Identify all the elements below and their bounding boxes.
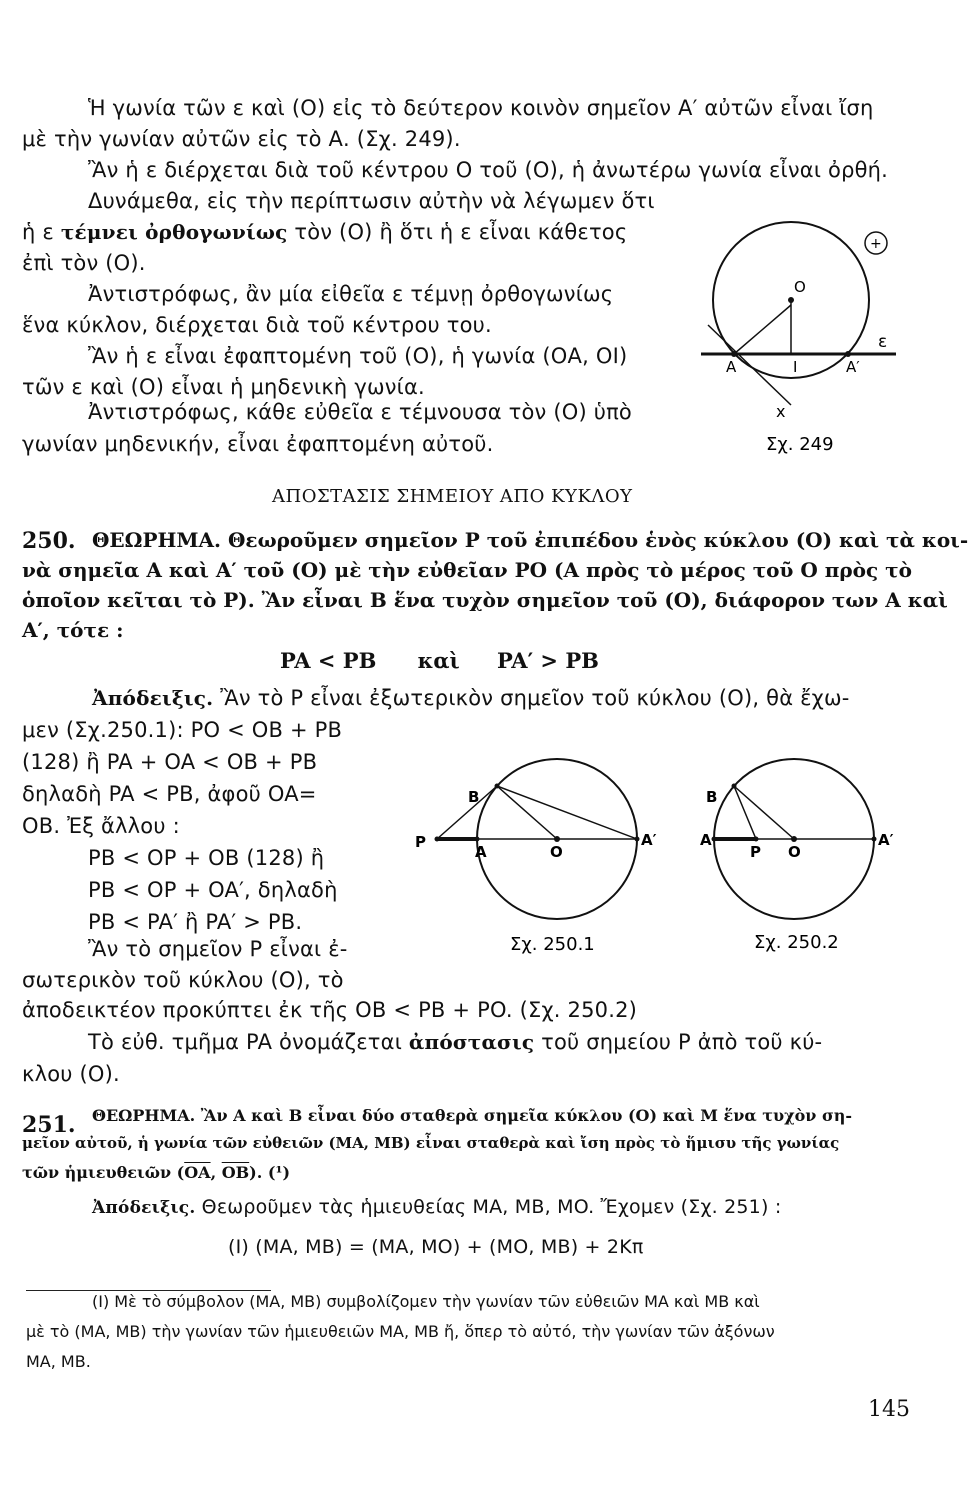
text-line: PB < PA′ ἢ PA′ > PB. [88, 910, 303, 934]
text-line: μεῖον αὐτοῦ, ἡ γωνία τῶν εὐθειῶν (ΜΑ, ΜΒ) εἶναι σταθερὰ καὶ ἴση πρὸς τὸ ἥμισυ τῆς γωνίας [22, 1134, 840, 1152]
label-p: P [415, 833, 426, 851]
point-p [754, 837, 759, 842]
figure-249 [696, 215, 906, 460]
label-o: O [794, 278, 806, 296]
proof-label: Ἀπόδειξις. [92, 686, 214, 710]
text-span: Ἂν τὸ Ρ εἶναι ἐξωτερικὸν σημεῖον τοῦ κύκλου (Ο), θὰ ἔχω- [213, 686, 850, 710]
theorem-number: 250. [22, 528, 76, 554]
page-number: 145 [868, 1397, 910, 1422]
formula-part: καὶ [417, 648, 460, 673]
equation: (Ι) (MA, MB) = (MA, MO) + (MO, MB) + 2Κπ [228, 1236, 644, 1258]
text-span: ). (¹) [249, 1163, 291, 1182]
text-line [92, 686, 850, 710]
point-b [495, 784, 500, 789]
label-p: P [750, 843, 761, 861]
point-o [788, 297, 794, 303]
point-p [435, 837, 440, 842]
footnote-line: μὲ τὸ (MA, MB) τὴν γωνίαν τῶν ἡμιευθειῶν MA, MB ἤ, ὅπερ τὸ αὐτό, τὴν γωνίαν τῶν ἀξόνων [26, 1322, 775, 1341]
text-line [22, 1163, 290, 1182]
segment-bo [734, 786, 794, 839]
text-line: PB < OP + OB (128) ἢ [88, 846, 325, 870]
text-line: μεν (Σχ.250.1): PO < OB + PB [22, 718, 343, 742]
text-line: ἀποδεικτέον προκύπτει ἐκ τῆς OB < PB + PO. (Σχ. 250.2) [22, 998, 638, 1022]
text-line: τῶν ε καὶ (Ο) εἶναι ἡ μηδενικὴ γωνία. [22, 375, 425, 399]
text-line: ΘΕΩΡΗΜΑ. Ἂν Α καὶ Β εἶναι δύο σταθερὰ σημεῖα κύκλου (Ο) καὶ Μ ἕνα τυχὸν ση- [92, 1106, 853, 1125]
radius-oa [734, 305, 791, 354]
theorem-number: 251. [22, 1112, 76, 1138]
segment-ba-prime [497, 786, 637, 839]
text-span: τῶν ἡμιευθειῶν ( [22, 1163, 185, 1182]
text-line: Ἂν ἡ ε εἶναι ἐφαπτομένη τοῦ (Ο), ἡ γωνία (ΟΑ, ΟΙ) [88, 344, 628, 368]
point-o [554, 836, 560, 842]
line-x [708, 325, 791, 405]
text-line [88, 1030, 822, 1054]
label-a: A [700, 831, 712, 849]
figure-caption: Σχ. 249 [766, 434, 834, 455]
segment-bp [734, 786, 756, 839]
label-o: O [550, 843, 563, 861]
section-heading: ΑΠΟΣΤΑΣΙΣ ΣΗΜΕΙΟΥ ΑΠΟ ΚΥΚΛΟΥ [272, 486, 633, 507]
text-line: σωτερικὸν τοῦ κύκλου (Ο), τὸ [22, 968, 344, 992]
text-line: ἕνα κύκλον, διέρχεται διὰ τοῦ κέντρου του. [22, 313, 492, 337]
segment-pb [437, 786, 497, 839]
formula-part: PA < PB [280, 648, 377, 673]
footnote-divider [26, 1290, 271, 1291]
label-plus: + [870, 236, 882, 252]
text-line [22, 220, 627, 244]
label-e: ε [878, 332, 888, 352]
formula-part: PA′ > PB [497, 648, 599, 673]
text-span: Θεωροῦμεν τὰς ἡμιευθείας MA, MB, MO. Ἔχομεν (Σχ. 251) : [195, 1196, 782, 1218]
text-line: μὲ τὴν γωνίαν αὐτῶν εἰς τὸ Α. (Σχ. 249). [22, 127, 461, 151]
point-a-prime [635, 837, 640, 842]
label-b: B [468, 788, 480, 806]
text-line: ἐπὶ τὸν (Ο). [22, 251, 146, 275]
text-span: Τὸ εὐθ. τμῆμα PA ὀνομάζεται [88, 1030, 409, 1054]
text-span: τὸν (Ο) ἢ ὅτι ἡ ε εἶναι κάθετος [287, 220, 628, 244]
label-a-prime: A′ [846, 358, 860, 376]
point-a-prime [845, 351, 851, 357]
text-line [92, 1196, 781, 1218]
footnote-line: (Ι) Μὲ τὸ σύμβολον (MA, MB) συμβολίζομεν τὴν γωνίαν τῶν εὐθειῶν MA καὶ MB καὶ [92, 1292, 760, 1311]
text-line: Ἀντιστρόφως, κάθε εὐθεῖα ε τέμνουσα τὸν (Ο) ὑπὸ [88, 400, 632, 424]
point-a [712, 837, 717, 842]
text-line: Δυνάμεθα, εἰς τὴν περίπτωσιν αὐτὴν νὰ λέγωμεν ὅτι [88, 189, 655, 213]
proof-label: Ἀπόδειξις. [92, 1198, 196, 1218]
figure-caption: Σχ. 250.2 [754, 932, 839, 953]
text-line: ὁποῖον κεῖται τὸ Ρ). Ἂν εἶναι Β ἕνα τυχὸν σημεῖον τοῦ (Ο), διάφορον των Α καὶ [22, 588, 948, 612]
text-span: τοῦ σημείου Ρ ἀπὸ τοῦ κύ- [534, 1030, 823, 1054]
text-line: Ἀντιστρόφως, ἂν μία εἰθεῖα ε τέμνῃ ὀρθογωνίως [88, 282, 614, 306]
bold-term: τέμνει ὀρθογωνίως [60, 220, 288, 244]
text-line: γωνίαν μηδενικήν, εἶναι ἐφαπτομένη αὐτοῦ. [22, 432, 494, 456]
text-line: PB < OP + OA′, δηλαδὴ [88, 878, 338, 902]
text-line: νὰ σημεῖα Α καὶ Α′ τοῦ (Ο) μὲ τὴν εὐθεῖαν ΡΟ (Α πρὸς τὸ μέρος τοῦ Ο πρὸς τὸ [22, 558, 912, 582]
text-line: Ἂν τὸ σημεῖον Ρ εἶναι ἐ- [88, 937, 348, 961]
text-line: Ἡ γωνία τῶν ε καὶ (Ο) εἰς τὸ δεύτερον κοινὸν σημεῖον Α′ αὐτῶν εἶναι ἴση [88, 96, 874, 120]
bold-term: ἀπόστασις [408, 1030, 535, 1054]
footnote-line: MA, MB. [26, 1352, 91, 1371]
point-o [791, 836, 797, 842]
text-line: (128) ἢ PA + OA < OB + PB [22, 750, 318, 774]
text-line: ΘΕΩΡΗΜΑ. Θεωροῦμεν σημεῖον Ρ τοῦ ἐπιπέδου ἑνὸς κύκλου (Ο) καὶ τὰ κοι- [92, 528, 969, 552]
label-b: B [706, 788, 718, 806]
text-line: Α′, τότε : [22, 618, 124, 642]
figure-caption: Σχ. 250.1 [510, 934, 595, 955]
text-line: δηλαδὴ PA < PB, ἀφοῦ OA= [22, 782, 317, 806]
vector-ob: $\overline{OB}$ [221, 1163, 250, 1182]
formula [280, 648, 599, 673]
figure-250-1 [405, 755, 680, 960]
label-o: O [788, 843, 801, 861]
label-x: x [776, 402, 786, 421]
text-span: ἡ ε [22, 220, 61, 244]
text-line: Ἂν ἡ ε διέρχεται διὰ τοῦ κέντρου Ο τοῦ (Ο), ἡ ἀνωτέρω γωνία εἶναι ὀρθή. [88, 158, 889, 182]
segment-ob [497, 786, 557, 839]
point-b [732, 784, 737, 789]
point-a [475, 837, 480, 842]
text-span: , [210, 1163, 222, 1182]
label-a: A [726, 358, 737, 376]
point-a-prime [872, 837, 877, 842]
figure-250-2 [692, 755, 902, 960]
label-a: A [475, 843, 487, 861]
label-a-prime: A′ [878, 831, 894, 849]
point-a [731, 351, 737, 357]
label-i: I [793, 358, 798, 376]
text-line: κλου (Ο). [22, 1062, 120, 1086]
label-a-prime: A′ [641, 831, 657, 849]
vector-oa: $\overline{OA}$ [184, 1163, 211, 1182]
text-line: OB. Ἐξ ἄλλου : [22, 814, 180, 838]
